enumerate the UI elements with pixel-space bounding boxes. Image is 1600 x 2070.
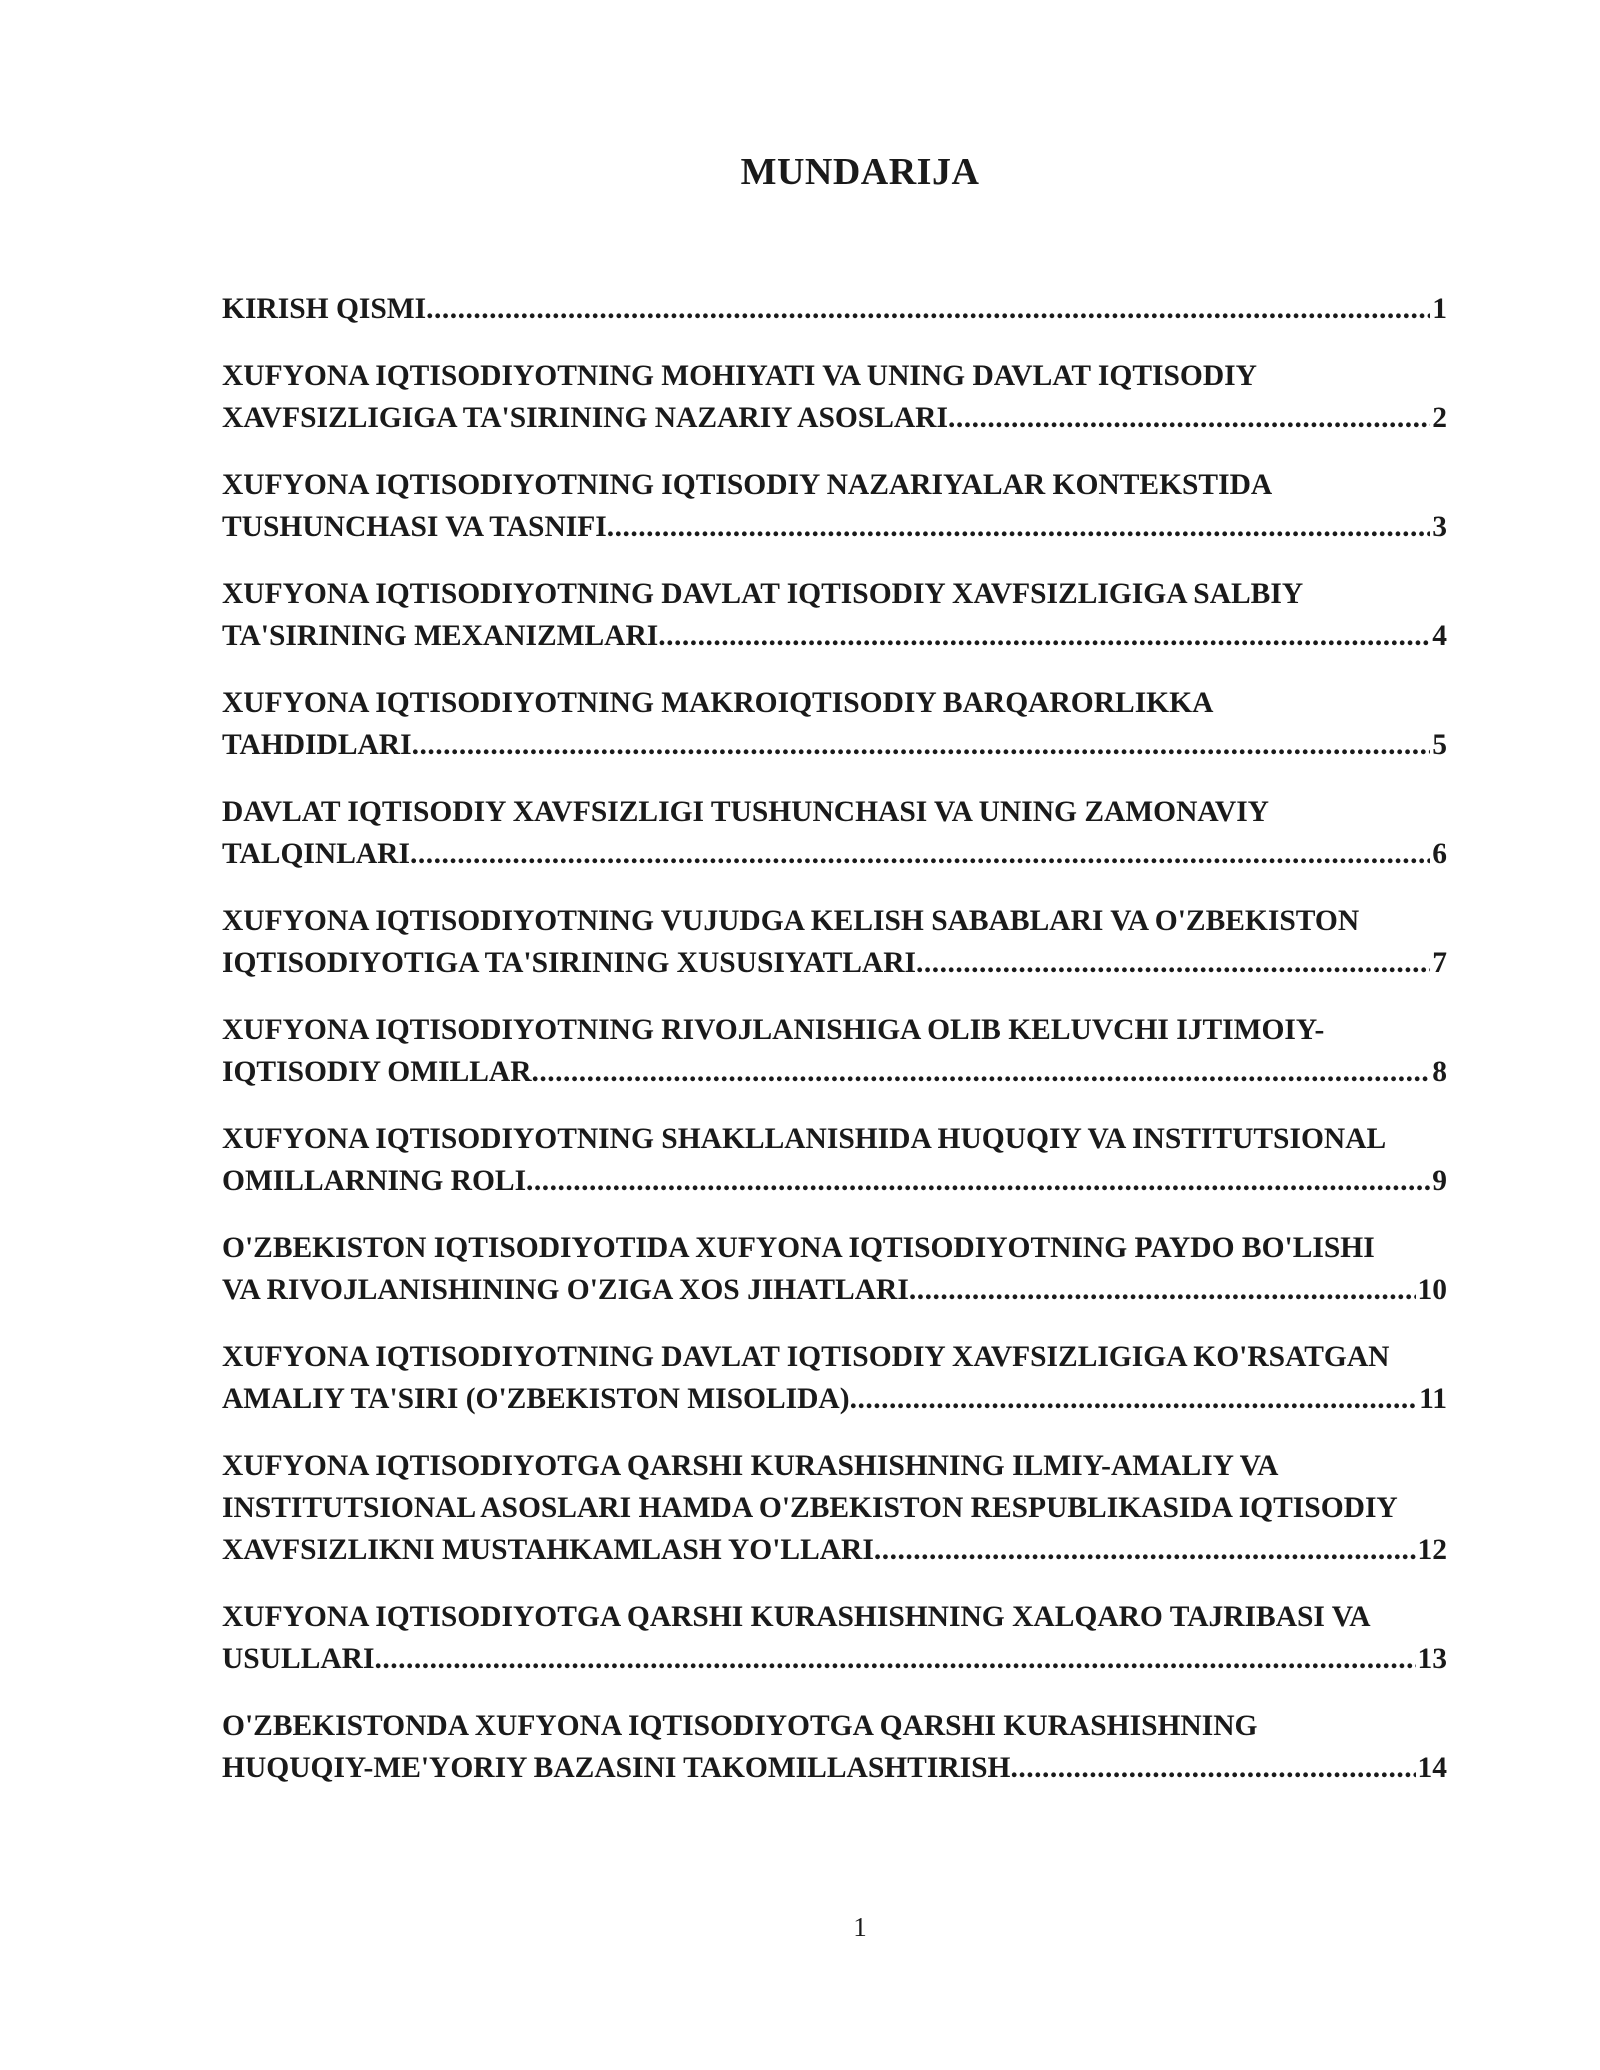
toc-entry-title-line: INSTITUTSIONAL ASOSLARI HAMDA O'ZBEKISTON RESPUBLIKASIDA IQTISODIY: [222, 1492, 1398, 1524]
toc-entry-title-line: IQTISODIY OMILLAR: [222, 1056, 532, 1088]
toc-entry-title-line: XUFYONA IQTISODIYOTNING SHAKLLANISHIDA HUQUQIY VA INSTITUTSIONAL: [222, 1123, 1387, 1155]
dot-leader: [658, 615, 1430, 657]
toc-entry[interactable]: [222, 900, 1447, 984]
toc-entry[interactable]: [222, 355, 1447, 439]
toc-entry-title-line: TALQINLARI: [222, 838, 410, 870]
toc-entry-last-line: [222, 288, 1447, 330]
toc-page-number: 5: [1432, 729, 1447, 761]
toc-entry-last-line: [222, 1269, 1447, 1311]
toc-entry[interactable]: [222, 682, 1447, 766]
toc-entry[interactable]: [222, 1705, 1447, 1789]
toc-page-number: 9: [1432, 1165, 1447, 1197]
dot-leader: [909, 1269, 1416, 1311]
toc-entry-title-line: XUFYONA IQTISODIYOTNING VUJUDGA KELISH SABABLARI VA O'ZBEKISTON: [222, 905, 1360, 937]
toc-entry-title-line: XUFYONA IQTISODIYOTGA QARSHI KURASHISHNING XALQARO TAJRIBASI VA: [222, 1601, 1371, 1633]
toc-entry-title-line: XAVFSIZLIKNI MUSTAHKAMLASH YO'LLARI: [222, 1534, 874, 1566]
dot-leader: [410, 833, 1430, 875]
dot-leader: [526, 1160, 1430, 1202]
page-number: 1: [853, 1912, 867, 1942]
toc-entry-title-line: TUSHUNCHASI VA TASNIFI: [222, 511, 607, 543]
page-title: MUNDARIJA: [740, 151, 980, 193]
toc-entry[interactable]: [222, 573, 1447, 657]
toc-entry-title-line: AMALIY TA'SIRI (O'ZBEKISTON MISOLIDA): [222, 1383, 850, 1415]
toc-entry-last-line: [222, 1378, 1447, 1420]
toc-page-number: 14: [1417, 1752, 1447, 1784]
toc-entry-title-line: IQTISODIYOTIGA TA'SIRINING XUSUSIYATLARI: [222, 947, 917, 979]
toc-entry-last-line: [222, 942, 1447, 984]
toc-page-number: 1: [1432, 293, 1447, 325]
table-of-contents: [222, 288, 1447, 1814]
toc-page-number: 11: [1419, 1383, 1447, 1415]
toc-entry-title-line: XUFYONA IQTISODIYOTNING DAVLAT IQTISODIY XAVFSIZLIGIGA SALBIY: [222, 578, 1304, 610]
toc-entry-last-line: [222, 1051, 1447, 1093]
dot-leader: [1010, 1747, 1415, 1789]
toc-entry-title-line: KIRISH QISMI: [222, 293, 427, 325]
toc-page-number: 8: [1432, 1056, 1447, 1088]
toc-page-number: 10: [1417, 1274, 1447, 1306]
toc-entry-last-line: [222, 724, 1447, 766]
toc-page-number: 7: [1432, 947, 1447, 979]
toc-entry-title-line: VA RIVOJLANISHINING O'ZIGA XOS JIHATLARI: [222, 1274, 909, 1306]
dot-leader: [412, 724, 1431, 766]
toc-entry[interactable]: [222, 1227, 1447, 1311]
toc-page-number: 2: [1432, 402, 1447, 434]
toc-page-number: 13: [1417, 1643, 1447, 1675]
toc-entry-last-line: [222, 615, 1447, 657]
toc-entry-last-line: [222, 1747, 1447, 1789]
dot-leader: [532, 1051, 1431, 1093]
toc-entry[interactable]: [222, 791, 1447, 875]
dot-leader: [916, 942, 1430, 984]
toc-entry-last-line: [222, 397, 1447, 439]
dot-leader: [874, 1529, 1416, 1571]
toc-entry-last-line: [222, 1638, 1447, 1680]
toc-entry-title-line: O'ZBEKISTON IQTISODIYOTIDA XUFYONA IQTISODIYOTNING PAYDO BO'LISHI: [222, 1232, 1375, 1264]
toc-entry-title-line: XUFYONA IQTISODIYOTNING MOHIYATI VA UNING DAVLAT IQTISODIY: [222, 360, 1257, 392]
dot-leader: [850, 1378, 1418, 1420]
toc-entry-last-line: [222, 833, 1447, 875]
toc-entry-title-line: O'ZBEKISTONDA XUFYONA IQTISODIYOTGA QARSHI KURASHISHNING: [222, 1710, 1258, 1742]
toc-entry-last-line: [222, 1160, 1447, 1202]
toc-entry[interactable]: [222, 1009, 1447, 1093]
toc-entry[interactable]: [222, 288, 1447, 330]
toc-entry-last-line: [222, 1529, 1447, 1571]
toc-page-number: 6: [1432, 838, 1447, 870]
toc-entry-last-line: [222, 506, 1447, 548]
toc-entry-title-line: XUFYONA IQTISODIYOTGA QARSHI KURASHISHNING ILMIY-AMALIY VA: [222, 1450, 1279, 1482]
toc-entry-title-line: TA'SIRINING MEXANIZMLARI: [222, 620, 659, 652]
toc-entry-title-line: DAVLAT IQTISODIY XAVFSIZLIGI TUSHUNCHASI VA UNING ZAMONAVIY: [222, 796, 1269, 828]
toc-entry[interactable]: [222, 1336, 1447, 1420]
toc-entry-title-line: TAHDIDLARI: [222, 729, 412, 761]
toc-entry-title-line: OMILLARNING ROLI: [222, 1165, 527, 1197]
toc-entry[interactable]: [222, 1118, 1447, 1202]
toc-entry[interactable]: [222, 1596, 1447, 1680]
dot-leader: [374, 1638, 1415, 1680]
toc-entry-title-line: XUFYONA IQTISODIYOTNING DAVLAT IQTISODIY XAVFSIZLIGIGA KO'RSATGAN: [222, 1341, 1390, 1373]
dot-leader: [607, 506, 1431, 548]
dot-leader: [948, 397, 1430, 439]
toc-entry-title-line: XUFYONA IQTISODIYOTNING RIVOJLANISHIGA OLIB KELUVCHI IJTIMOIY-: [222, 1014, 1325, 1046]
toc-page-number: 4: [1432, 620, 1447, 652]
toc-entry-title-line: XAVFSIZLIGIGA TA'SIRINING NAZARIY ASOSLARI: [222, 402, 948, 434]
toc-entry-title-line: HUQUQIY-ME'YORIY BAZASINI TAKOMILLASHTIRISH: [222, 1752, 1011, 1784]
dot-leader: [426, 288, 1430, 330]
toc-entry-title-line: XUFYONA IQTISODIYOTNING IQTISODIY NAZARIYALAR KONTEKSTIDA: [222, 469, 1273, 501]
toc-entry-title-line: XUFYONA IQTISODIYOTNING MAKROIQTISODIY BARQARORLIKKA: [222, 687, 1214, 719]
toc-entry[interactable]: [222, 1445, 1447, 1571]
toc-entry[interactable]: [222, 464, 1447, 548]
toc-entry-title-line: USULLARI: [222, 1643, 375, 1675]
toc-page-number: 12: [1417, 1534, 1447, 1566]
toc-page-number: 3: [1432, 511, 1447, 543]
